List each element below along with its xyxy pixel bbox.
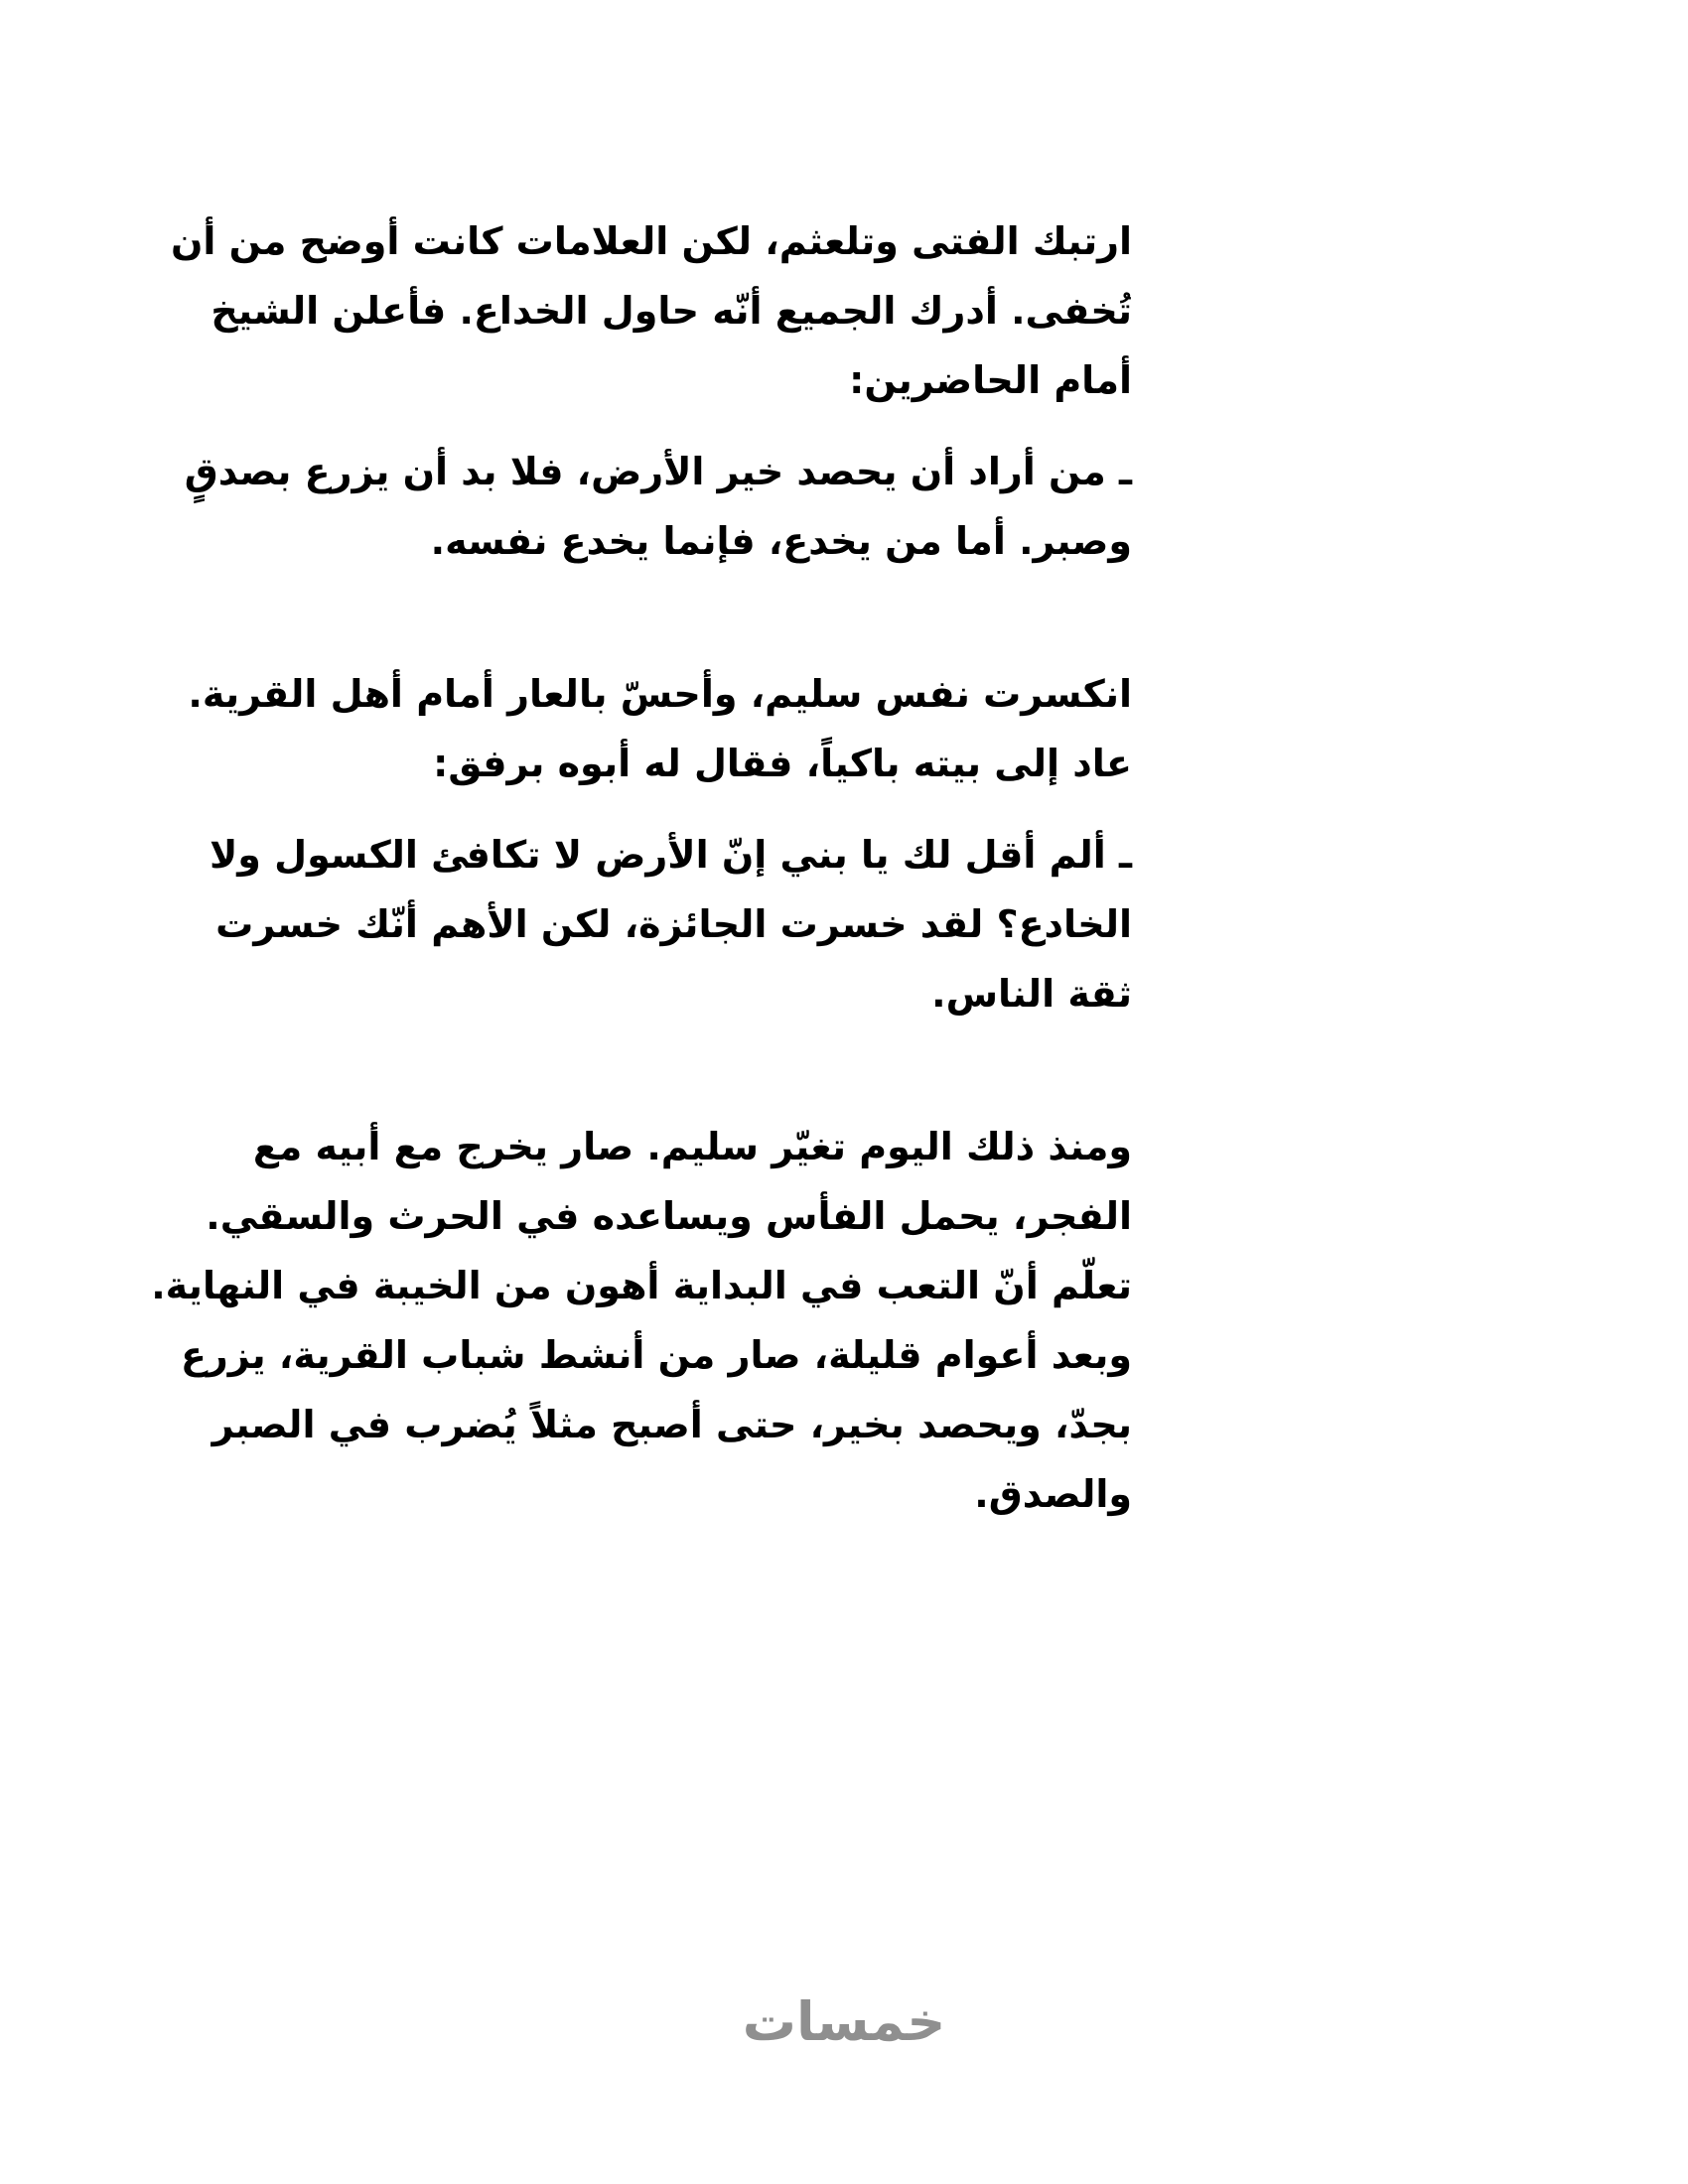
narration-paragraph-3: ومنذ ذلك اليوم تغيّر سليم. صار يخرج مع أبيه مع الفجر، يحمل الفأس ويساعده في الحرث والسقي. تعلّم أنّ التعب في البداية أهون من الخيبة في النهاية. وبعد أعوام قليلة، صار من أنشط شباب القرية، يزرع بجدّ، ويحصد بخير، حتى أصبح مثلاً يُضرب في الصبر والصدق. [151,1125,1132,1516]
narration-paragraph-2: انكسرت نفس سليم، وأحسّ بالعار أمام أهل القرية. عاد إلى بيته باكياً، فقال له أبوه برفق: [188,672,1132,785]
story-text-block [139,206,1132,1551]
dialogue-paragraph-1: ـ من أراد أن يحصد خير الأرض، فلا بد أن يزرع بصدقٍ وصبر. أما من يخدع، فإنما يخدع نفسه. [184,450,1132,563]
narration-paragraph-1: ارتبك الفتى وتلعثم، لكن العلامات كانت أوضح من أن تُخفى. أدرك الجميع أنّه حاول الخداع. فأعلن الشيخ أمام الحاضرين: [170,219,1132,402]
khamsat-watermark: خمسات [742,1990,946,2053]
dialogue-paragraph-2: ـ ألم أقل لك يا بني إنّ الأرض لا تكافئ الكسول ولا الخادع؟ لقد خسرت الجائزة، لكن الأهم أنّك خسرت ثقة الناس. [209,833,1132,1016]
